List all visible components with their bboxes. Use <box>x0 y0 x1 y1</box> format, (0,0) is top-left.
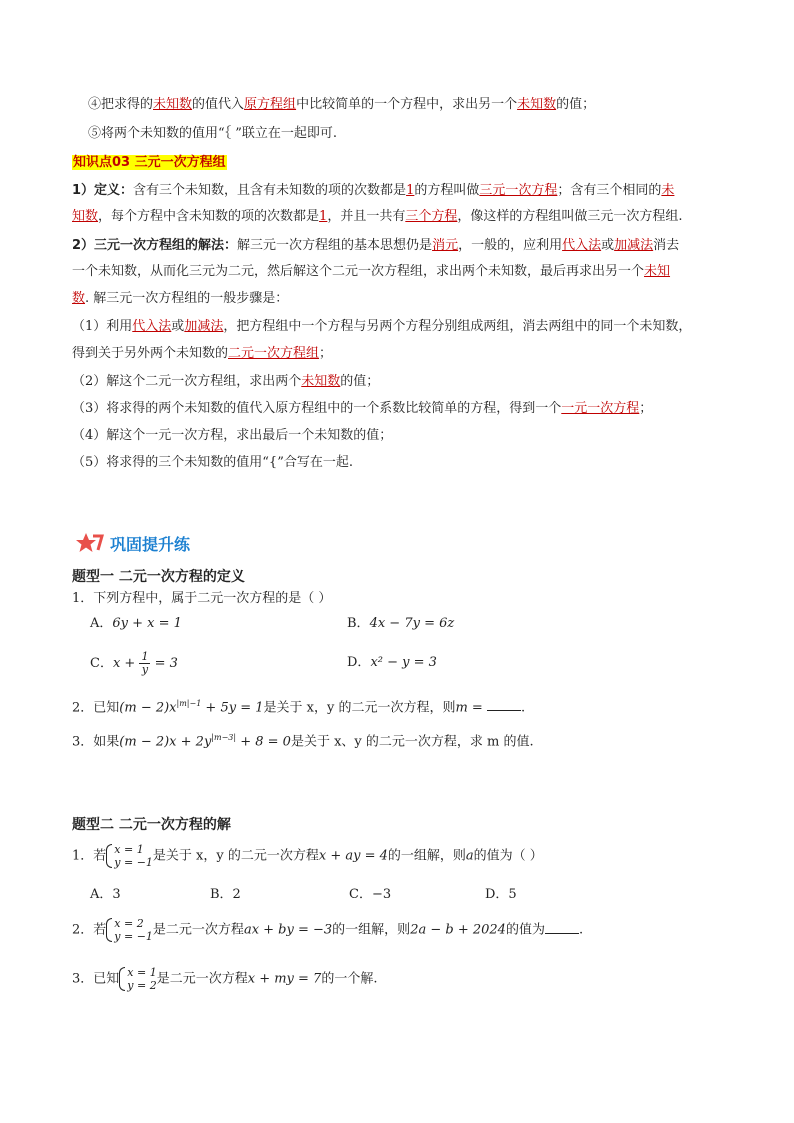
text: ，一般的，应利用 <box>458 238 563 253</box>
text: . <box>578 922 584 938</box>
text: （3）将求得的两个未知数的值代入原方程组中的一个系数比较简单的方程，得到一个 <box>72 401 562 416</box>
text: 是关于 x，y 的二元一次方程，则 <box>263 700 456 716</box>
text: 的值为 <box>505 922 545 938</box>
s1-q1-option-c <box>90 651 178 676</box>
kp3-title-text: 知识点03 三元一次方程组 <box>73 155 226 170</box>
text: ，每个方程中含未知数的项的次数都是 <box>98 209 320 224</box>
kp3-def-line-2 <box>72 208 682 226</box>
system-row: y = −1 <box>114 930 153 943</box>
keyword: 未知数 <box>153 97 193 112</box>
exponent: |m|−1 <box>176 699 202 708</box>
keyword: 二元一次方程组 <box>228 346 320 361</box>
step-5-line: ⑤将两个未知数的值用“｛ ”联立在一起即可. <box>88 126 338 141</box>
variable: m = <box>455 700 483 716</box>
system-row: y = −1 <box>114 856 153 869</box>
kp3-step-1-line-2 <box>72 345 332 363</box>
system-row: x = 2 <box>114 917 144 930</box>
text: 的一组解，则 <box>387 848 466 864</box>
text: 是二元一次方程 <box>156 971 248 987</box>
system-row: x = 1 <box>127 966 157 979</box>
keyword: 一元一次方程 <box>561 401 640 416</box>
text: 含有三个未知数，且含有未知数的项的次数都是 <box>133 183 407 198</box>
keyword: 数 <box>72 291 86 306</box>
equation: ax + by = −3 <box>243 922 333 938</box>
text: 3．已知 <box>72 971 120 987</box>
equation-system <box>119 966 156 992</box>
fraction <box>139 651 150 676</box>
text: （2）解这个二元一次方程组，求出两个 <box>72 374 302 389</box>
text: 的值； <box>340 374 380 389</box>
option-letter: A． <box>90 616 113 631</box>
keyword: 未 <box>661 183 675 198</box>
equation: x + my = 7 <box>247 971 322 987</box>
equation: 4x − 7y = 6z <box>369 616 455 631</box>
text: 1．若 <box>72 848 107 864</box>
keyword: 未知 <box>644 264 671 279</box>
equation: (m − 2)x <box>119 700 177 716</box>
equation: 6y + x = 1 <box>112 616 182 631</box>
option-letter: C． <box>90 656 113 671</box>
keyword: 知数 <box>72 209 99 224</box>
section-2-title: 题型二 二元一次方程的解 <box>72 817 231 833</box>
text: 或 <box>601 238 615 253</box>
variable: a <box>465 848 474 864</box>
text: 消去 <box>653 238 680 253</box>
option-letter: B． <box>347 616 370 631</box>
answer-blank[interactable] <box>545 921 579 934</box>
kp3-step-3 <box>72 400 652 418</box>
text: 的值代入 <box>192 97 245 112</box>
text: 的值； <box>556 97 596 112</box>
kp3-title <box>72 154 227 172</box>
text: 中比较简单的一个方程中，求出另一个 <box>296 97 518 112</box>
option-letter: D． <box>347 655 371 670</box>
kp3-sol-line-1 <box>72 237 679 255</box>
text: ； <box>319 346 333 361</box>
text: ，像这样的方程组叫做三元一次方程组. <box>457 209 683 224</box>
text: ；含有三个相同的 <box>557 183 662 198</box>
text: 是二元一次方程 <box>152 922 244 938</box>
text: 的值为（ ） <box>473 848 543 864</box>
s2-q3 <box>72 966 377 992</box>
text: ； <box>639 401 653 416</box>
s2-q1-option-d: D．5 <box>485 887 517 902</box>
keyword: 未知数 <box>301 374 341 389</box>
kp3-def-line-1 <box>72 182 674 200</box>
text: 2．已知 <box>72 700 120 716</box>
kp3-sol-line-2 <box>72 263 670 281</box>
sol-label: 2）三元一次方程组的解法： <box>72 238 238 253</box>
kp3-step-5: （5）将求得的三个未知数的值用“{”合写在一起. <box>72 455 353 470</box>
text: （1）利用 <box>72 319 133 334</box>
text: 是关于 x，y 的二元一次方程 <box>152 848 319 864</box>
keyword: 三元一次方程 <box>479 183 558 198</box>
s1-q1-option-d <box>347 654 437 672</box>
s1-q1-stem: 1．下列方程中，属于二元一次方程的是（ ） <box>72 591 332 606</box>
denominator: y <box>141 663 149 676</box>
equation: 2a − b + 2024 <box>410 922 506 938</box>
keyword: 代入法 <box>132 319 172 334</box>
keyword: 加减法 <box>184 319 224 334</box>
text: 2．若 <box>72 922 107 938</box>
equation: + 5y = 1 <box>201 700 264 716</box>
kp3-step-4: （4）解这个一元一次方程，求出最后一个未知数的值； <box>72 428 393 443</box>
text: 是关于 x、y 的二元一次方程，求 m 的值. <box>290 734 534 750</box>
s2-q2 <box>72 917 583 943</box>
s1-q1-option-a <box>90 615 182 633</box>
text: 的方程叫做 <box>414 183 480 198</box>
text: 3．如果 <box>72 734 120 750</box>
equation: (m − 2)x + 2y <box>119 734 212 750</box>
section-banner <box>76 531 190 555</box>
keyword: 加减法 <box>614 238 654 253</box>
text: ，把方程组中一个方程与另两个方程分别组成两组，消去两组中的同一个未知数， <box>223 319 692 334</box>
kp3-sol-line-3 <box>72 290 288 308</box>
equation: x + ay = 4 <box>318 848 388 864</box>
banner-title: 巩固提升练 <box>110 534 191 554</box>
text: 或 <box>171 319 185 334</box>
equation-part: x + <box>112 656 136 671</box>
step-4-line <box>88 96 595 114</box>
text: . <box>520 700 526 716</box>
system-row: x = 1 <box>114 843 144 856</box>
equation-part: = 3 <box>154 656 178 671</box>
s1-q3 <box>72 729 534 751</box>
text: 得到关于另外两个未知数的 <box>72 346 229 361</box>
s1-q2 <box>72 695 525 717</box>
text: ④把求得的 <box>88 97 154 112</box>
section-1-title: 题型一 二元一次方程的定义 <box>72 569 245 585</box>
keyword: 三个方程 <box>405 209 458 224</box>
exponent: |m−3| <box>211 733 237 742</box>
equation: x² − y = 3 <box>370 655 437 670</box>
keyword: 1 <box>319 209 328 224</box>
keyword: 消元 <box>432 238 459 253</box>
numerator: 1 <box>141 650 149 663</box>
s2-q1 <box>72 843 543 869</box>
equation-system <box>106 843 153 869</box>
star-icon <box>76 532 104 554</box>
keyword: 代入法 <box>562 238 602 253</box>
def-label: 1）定义： <box>72 183 134 198</box>
keyword: 1 <box>406 183 415 198</box>
text: 解三元一次方程组的基本思想仍是 <box>237 238 433 253</box>
kp3-step-1-line-1 <box>72 318 691 336</box>
equation-system <box>106 917 153 943</box>
keyword: 原方程组 <box>244 97 297 112</box>
kp3-step-2 <box>72 373 379 391</box>
text: 的一个解. <box>321 971 378 987</box>
text: 的一组解，则 <box>332 922 411 938</box>
text: . 解三元一次方程组的一般步骤是： <box>85 291 289 306</box>
text: ，并且一共有 <box>327 209 406 224</box>
system-row: y = 2 <box>127 979 157 992</box>
keyword: 未知数 <box>517 97 557 112</box>
answer-blank[interactable] <box>487 698 521 711</box>
s2-q1-option-a: A．3 <box>90 887 121 902</box>
s2-q1-option-c: C．−3 <box>349 887 392 902</box>
equation: + 8 = 0 <box>236 734 291 750</box>
s1-q1-option-b <box>347 615 454 633</box>
text: 一个未知数，从而化三元为二元，然后解这个二元一次方程组，求出两个未知数，最后再求出另一个 <box>72 264 645 279</box>
s2-q1-option-b: B．2 <box>210 887 241 902</box>
